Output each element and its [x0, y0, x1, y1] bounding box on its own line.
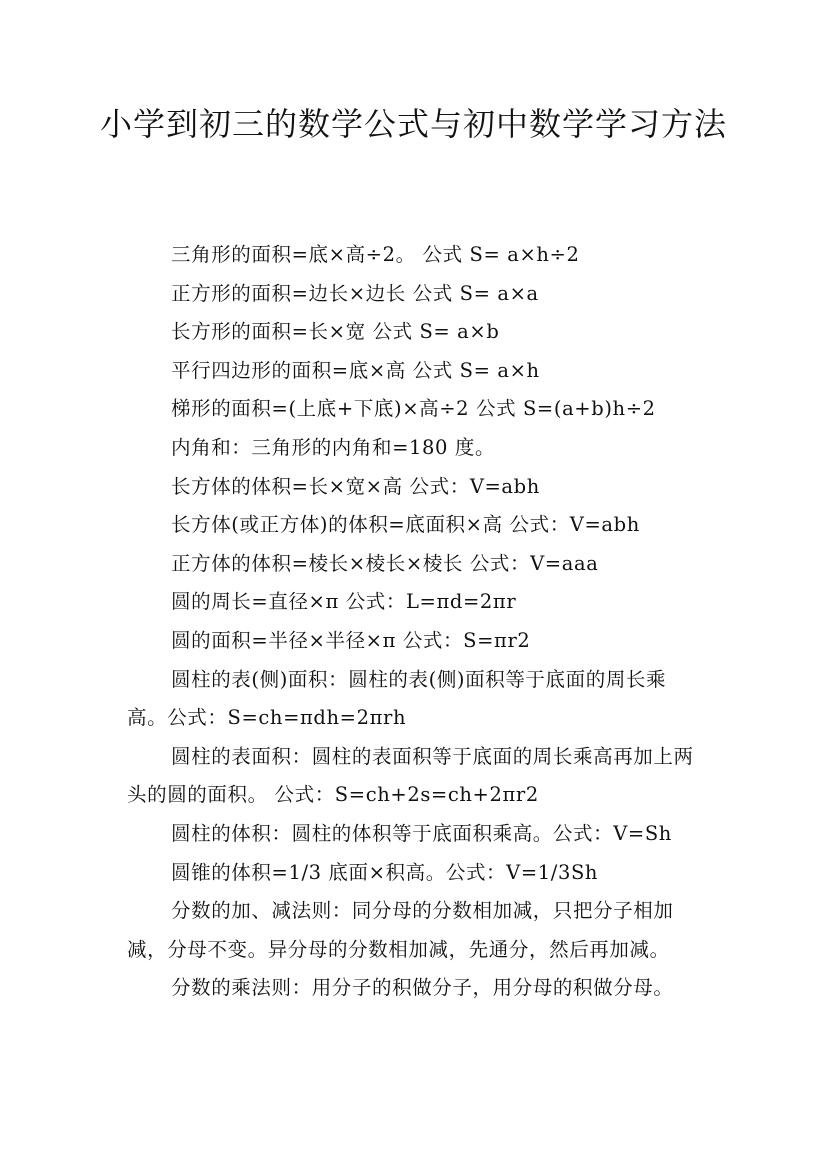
paragraph-trapezoid-area: 梯形的面积=(上底+下底)×高÷2 公式 S=(a+b)h÷2: [171, 397, 656, 421]
paragraph-cube-volume: 正方体的体积=棱长×棱长×棱长 公式：V=aaa: [171, 551, 599, 575]
paragraph-interior-angles: 内角和：三角形的内角和=180 度。: [171, 435, 496, 459]
paragraph-parallelogram-area: 平行四边形的面积=底×高 公式 S= a×h: [171, 358, 540, 382]
paragraph-rectangle-area: 长方形的面积=长×宽 公式 S= a×b: [171, 320, 500, 344]
paragraph-cylinder-volume: 圆柱的体积：圆柱的体积等于底面积乘高。公式：V=Sh: [171, 821, 672, 845]
document-title: 小学到初三的数学公式与初中数学学习方法: [100, 105, 728, 143]
paragraph-cone-volume: 圆锥的体积=1/3 底面×积高。公式：V=1/3Sh: [171, 860, 599, 884]
paragraph-circle-area: 圆的面积=半径×半径×π 公式：S=πr2: [171, 628, 531, 652]
paragraph-circle-circumference: 圆的周长=直径×π 公式：L=πd=2πr: [171, 590, 517, 614]
paragraph-cuboid-cube-volume: 长方体(或正方体)的体积=底面积×高 公式：V=abh: [171, 513, 640, 537]
document-body: [127, 236, 705, 1008]
paragraph-square-area: 正方形的面积=边长×边长 公式 S= a×a: [171, 281, 539, 305]
paragraph-fraction-multiply: 分数的乘法则：用分子的积做分子，用分母的积做分母。: [171, 976, 674, 1000]
paragraph-fraction-add-subtract: 分数的加、减法则：同分母的分数相加减，只把分子相加减，分母不变。异分母的分数相加减，先通分，然后再加减。: [127, 899, 674, 961]
paragraph-cylinder-lateral-area: 圆柱的表(侧)面积：圆柱的表(侧)面积等于底面的周长乘高。公式：S=ch=πdh=2πrh: [127, 667, 667, 730]
paragraph-triangle-area: 三角形的面积=底×高÷2。 公式 S= a×h÷2: [171, 243, 580, 266]
paragraph-cuboid-volume: 长方体的体积=长×宽×高 公式：V=abh: [171, 474, 540, 498]
paragraph-cylinder-surface-area: 圆柱的表面积：圆柱的表面积等于底面的周长乘高再加上两头的圆的面积。 公式：S=ch+2s=ch+2πr2: [127, 744, 694, 807]
